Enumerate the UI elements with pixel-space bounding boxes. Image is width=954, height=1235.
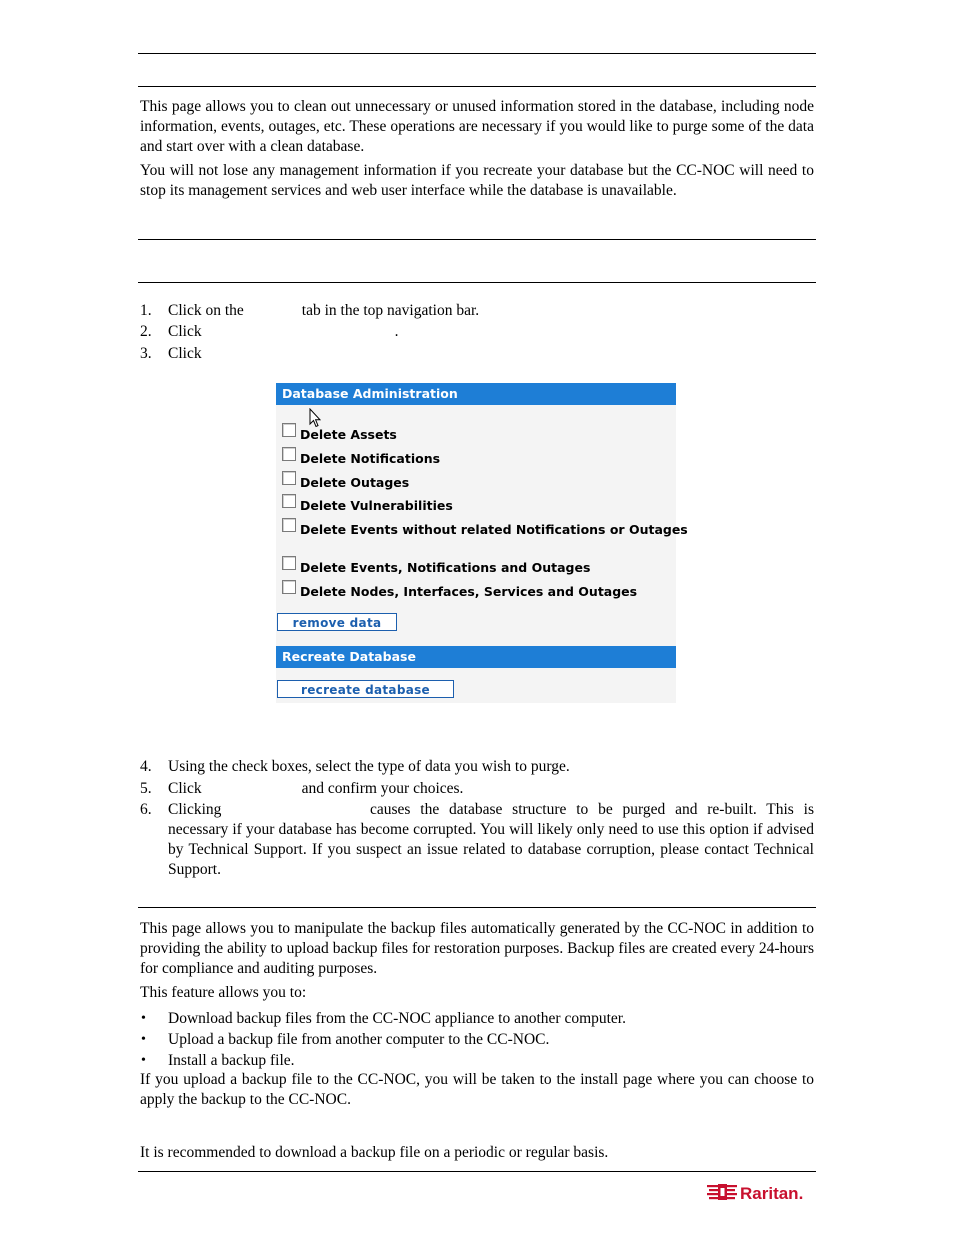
step-text: tab in the top navigation bar. xyxy=(301,302,480,319)
delete-events-notifications-outages-checkbox[interactable] xyxy=(282,556,296,570)
svg-text:Raritan.: Raritan. xyxy=(740,1184,804,1203)
step-text: . xyxy=(394,323,399,340)
raritan-logo xyxy=(707,1180,812,1204)
mouse-pointer-icon xyxy=(309,408,321,428)
checkbox-label: Delete Events without related Notifications or Outages xyxy=(300,522,688,537)
step-text: Click xyxy=(168,323,202,340)
step-number: 5. xyxy=(140,780,152,797)
recreate-database-title: Recreate Database xyxy=(276,646,676,668)
bullet-text: Upload a backup file from another computer to the CC-NOC. xyxy=(168,1031,550,1048)
remove-data-button[interactable]: remove data xyxy=(277,613,397,631)
step-number: 3. xyxy=(140,345,152,362)
backup-paragraph-3: If you upload a backup file to the CC-NOC, you will be taken to the install page where you can choose to apply the backup to the CC-NOC. xyxy=(140,1071,814,1108)
checkbox-label: Delete Nodes, Interfaces, Services and Outages xyxy=(300,584,638,599)
database-admin-title: Database Administration xyxy=(276,383,676,405)
recreate-database-button[interactable]: recreate database xyxy=(277,680,454,698)
delete-vulnerabilities-checkbox[interactable] xyxy=(282,494,296,508)
checkbox-label: Delete Vulnerabilities xyxy=(300,498,453,513)
intro-paragraph-1: This page allows you to clean out unnecessary or unused information stored in the database, including node information, events, outages, etc. These operations are necessary if you would like to purge some of the data and start over with a clean database. xyxy=(140,98,814,155)
intro-paragraph-2: You will not lose any management information if you recreate your database but the CC-NOC will need to stop its management services and web user interface while the database is unavailable. xyxy=(140,162,814,199)
database-admin-panel xyxy=(276,383,688,703)
delete-assets-checkbox[interactable] xyxy=(282,423,296,437)
backup-paragraph-1: This page allows you to manipulate the backup files automatically generated by the CC-NOC in addition to providing the ability to upload backup files for restoration purposes. Backup files are created every 24-hours for compliance and auditing purposes. xyxy=(140,920,814,977)
backup-paragraph-4: It is recommended to download a backup file on a periodic or regular basis. xyxy=(140,1144,609,1161)
bullet-icon: • xyxy=(141,1053,146,1068)
step-text: Click xyxy=(168,345,202,362)
bullet-text: Install a backup file. xyxy=(168,1052,295,1069)
backup-paragraph-2: This feature allows you to: xyxy=(140,984,307,1001)
delete-nodes-checkbox[interactable] xyxy=(282,580,296,594)
checkbox-label: Delete Events, Notifications and Outages xyxy=(300,560,591,575)
step-number: 2. xyxy=(140,323,152,340)
section-rule xyxy=(138,907,816,908)
bullet-icon: • xyxy=(141,1032,146,1047)
header-rule xyxy=(138,53,816,54)
step-text-continued: necessary if your database has become corrupted. You will likely only need to use this option if advised by Technical Support. If you suspect an issue related to database corruption, please contact Technical Support. xyxy=(168,821,814,878)
footer-rule xyxy=(138,1171,816,1172)
step-text: Using the check boxes, select the type of data you wish to purge. xyxy=(168,758,570,775)
step-number: 4. xyxy=(140,758,152,775)
step-text: causes the database structure to be purged and re-built. This is xyxy=(370,801,814,818)
step-text: Clicking xyxy=(168,801,222,818)
step-text: and confirm your choices. xyxy=(301,780,464,797)
section-rule xyxy=(138,86,816,87)
delete-outages-checkbox[interactable] xyxy=(282,471,296,485)
checkbox-label: Delete Assets xyxy=(300,427,397,442)
section-rule xyxy=(138,239,816,240)
checkbox-label: Delete Outages xyxy=(300,475,410,490)
delete-events-checkbox[interactable] xyxy=(282,518,296,532)
step-text: Click on the xyxy=(168,302,244,319)
bullet-icon: • xyxy=(141,1011,146,1026)
delete-notifications-checkbox[interactable] xyxy=(282,447,296,461)
bullet-text: Download backup files from the CC-NOC appliance to another computer. xyxy=(168,1010,626,1027)
step-number: 1. xyxy=(140,302,152,319)
step-text: Click xyxy=(168,780,202,797)
step-number: 6. xyxy=(140,801,152,818)
section-rule xyxy=(138,282,816,283)
checkbox-label: Delete Notifications xyxy=(300,451,441,466)
